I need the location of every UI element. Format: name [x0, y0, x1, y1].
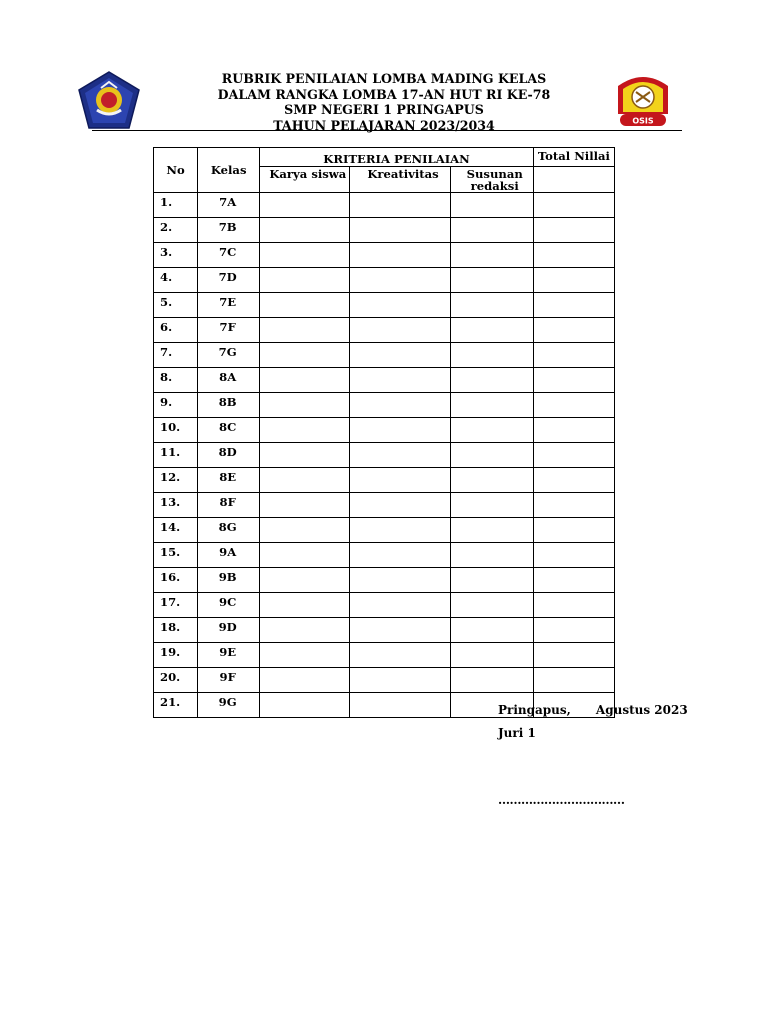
school-crest-logo: [77, 70, 141, 132]
table-row: [154, 343, 615, 368]
row-kelas: 8G: [198, 518, 260, 543]
score-karya-cell[interactable]: [260, 618, 350, 643]
row-number: 11.: [154, 443, 198, 468]
row-kelas: 8B: [198, 393, 260, 418]
score-total-cell[interactable]: [533, 643, 614, 668]
rubric-table: [153, 147, 615, 718]
row-kelas: 8D: [198, 443, 260, 468]
header-divider: [92, 130, 682, 131]
row-kelas: 8F: [198, 493, 260, 518]
row-number: 15.: [154, 543, 198, 568]
score-susunan-cell[interactable]: [450, 443, 533, 468]
score-kreativitas-cell[interactable]: [350, 468, 450, 493]
score-susunan-cell[interactable]: [450, 618, 533, 643]
score-karya-cell[interactable]: [260, 693, 350, 718]
score-total-cell[interactable]: [533, 293, 614, 318]
score-susunan-cell[interactable]: [450, 243, 533, 268]
score-karya-cell[interactable]: [260, 218, 350, 243]
table-row: [154, 668, 615, 693]
score-karya-cell[interactable]: [260, 468, 350, 493]
score-total-cell[interactable]: [533, 543, 614, 568]
score-kreativitas-cell[interactable]: [350, 493, 450, 518]
score-total-cell[interactable]: [533, 418, 614, 443]
score-kreativitas-cell[interactable]: [350, 243, 450, 268]
row-number: 17.: [154, 593, 198, 618]
row-kelas: 7C: [198, 243, 260, 268]
row-kelas: 7A: [198, 193, 260, 218]
score-susunan-cell[interactable]: [450, 268, 533, 293]
row-kelas: 9F: [198, 668, 260, 693]
score-total-cell[interactable]: [533, 593, 614, 618]
row-number: 8.: [154, 368, 198, 393]
score-kreativitas-cell[interactable]: [350, 393, 450, 418]
row-kelas: 7D: [198, 268, 260, 293]
row-kelas: 8C: [198, 418, 260, 443]
score-susunan-cell[interactable]: [450, 668, 533, 693]
osis-logo: [610, 70, 676, 132]
score-susunan-cell[interactable]: [450, 593, 533, 618]
score-kreativitas-cell[interactable]: [350, 318, 450, 343]
table-row: [154, 218, 615, 243]
column-header-kelas: Kelas: [198, 148, 260, 193]
score-karya-cell[interactable]: [260, 368, 350, 393]
school-crest-icon: [77, 70, 141, 132]
table-row: [154, 243, 615, 268]
row-kelas: 9B: [198, 568, 260, 593]
row-kelas: 9G: [198, 693, 260, 718]
score-kreativitas-cell[interactable]: [350, 218, 450, 243]
score-total-cell[interactable]: [533, 443, 614, 468]
row-number: 18.: [154, 618, 198, 643]
score-total-cell[interactable]: [533, 193, 614, 218]
score-susunan-cell[interactable]: [450, 493, 533, 518]
row-number: 21.: [154, 693, 198, 718]
header-line-1: RUBRIK PENILAIAN LOMBA MADING KELAS: [221, 71, 547, 86]
score-kreativitas-cell[interactable]: [350, 593, 450, 618]
rubric-body: [154, 193, 615, 718]
document-header: [200, 71, 568, 133]
score-susunan-cell[interactable]: [450, 318, 533, 343]
row-kelas: 9C: [198, 593, 260, 618]
score-karya-cell[interactable]: [260, 293, 350, 318]
score-karya-cell[interactable]: [260, 668, 350, 693]
score-karya-cell[interactable]: [260, 443, 350, 468]
table-row: [154, 468, 615, 493]
table-row: [154, 443, 615, 468]
table-row: [154, 518, 615, 543]
score-karya-cell[interactable]: [260, 193, 350, 218]
score-karya-cell[interactable]: [260, 518, 350, 543]
score-susunan-cell[interactable]: [450, 343, 533, 368]
row-number: 2.: [154, 218, 198, 243]
table-row: [154, 418, 615, 443]
subheader-kreativitas-cell: [350, 167, 450, 193]
score-kreativitas-cell[interactable]: [350, 293, 450, 318]
score-total-cell[interactable]: [533, 493, 614, 518]
column-header-total: Total Nillai: [533, 148, 614, 167]
score-kreativitas-cell[interactable]: [350, 693, 450, 718]
row-number: 12.: [154, 468, 198, 493]
table-row: [154, 293, 615, 318]
score-total-cell[interactable]: [533, 568, 614, 593]
row-number: 4.: [154, 268, 198, 293]
row-kelas: 9A: [198, 543, 260, 568]
score-karya-cell[interactable]: [260, 268, 350, 293]
score-kreativitas-cell[interactable]: [350, 418, 450, 443]
score-susunan-cell[interactable]: [450, 643, 533, 668]
score-total-cell[interactable]: [533, 393, 614, 418]
score-karya-cell[interactable]: [260, 568, 350, 593]
score-total-cell[interactable]: [533, 368, 614, 393]
row-kelas: 8E: [198, 468, 260, 493]
score-karya-cell[interactable]: [260, 243, 350, 268]
subheader-susunan: Susunan redaksi: [466, 167, 523, 193]
score-total-cell[interactable]: [533, 518, 614, 543]
row-number: 3.: [154, 243, 198, 268]
table-row: [154, 643, 615, 668]
score-kreativitas-cell[interactable]: [350, 268, 450, 293]
score-susunan-cell[interactable]: [450, 418, 533, 443]
score-karya-cell[interactable]: [260, 393, 350, 418]
score-total-cell[interactable]: [533, 668, 614, 693]
subheader-total-blank: [533, 167, 614, 193]
score-total-cell[interactable]: [533, 618, 614, 643]
score-total-cell[interactable]: [533, 318, 614, 343]
signature-place-date: Pringapus, Agustus 2023: [498, 703, 688, 717]
table-row: [154, 568, 615, 593]
score-susunan-cell[interactable]: [450, 193, 533, 218]
score-karya-cell[interactable]: [260, 643, 350, 668]
row-number: 19.: [154, 643, 198, 668]
subheader-karya-cell: [260, 167, 350, 193]
score-total-cell[interactable]: [533, 343, 614, 368]
score-total-cell[interactable]: [533, 243, 614, 268]
score-susunan-cell[interactable]: [450, 293, 533, 318]
score-kreativitas-cell[interactable]: [350, 343, 450, 368]
signature-role: Juri 1: [498, 726, 536, 740]
row-number: 7.: [154, 343, 198, 368]
table-row: [154, 318, 615, 343]
score-karya-cell[interactable]: [260, 318, 350, 343]
table-row: [154, 493, 615, 518]
row-number: 13.: [154, 493, 198, 518]
table-row: [154, 618, 615, 643]
subheader-kreativitas: Kreativitas: [367, 167, 439, 181]
row-kelas: 9D: [198, 618, 260, 643]
column-header-kriteria: KRITERIA PENILAIAN: [260, 148, 534, 167]
score-susunan-cell[interactable]: [450, 468, 533, 493]
row-kelas: 7G: [198, 343, 260, 368]
score-susunan-cell[interactable]: [450, 368, 533, 393]
score-kreativitas-cell[interactable]: [350, 368, 450, 393]
score-kreativitas-cell[interactable]: [350, 668, 450, 693]
header-line-2: DALAM RANGKA LOMBA 17-AN HUT RI KE-78: [217, 86, 551, 102]
score-karya-cell[interactable]: [260, 593, 350, 618]
score-total-cell[interactable]: [533, 218, 614, 243]
score-susunan-cell[interactable]: [450, 568, 533, 593]
score-total-cell[interactable]: [533, 468, 614, 493]
score-kreativitas-cell[interactable]: [350, 193, 450, 218]
row-number: 1.: [154, 193, 198, 218]
score-karya-cell[interactable]: [260, 493, 350, 518]
score-kreativitas-cell[interactable]: [350, 568, 450, 593]
row-number: 5.: [154, 293, 198, 318]
row-number: 20.: [154, 668, 198, 693]
score-karya-cell[interactable]: [260, 343, 350, 368]
row-number: 9.: [154, 393, 198, 418]
score-susunan-cell[interactable]: [450, 543, 533, 568]
row-number: 6.: [154, 318, 198, 343]
score-kreativitas-cell[interactable]: [350, 643, 450, 668]
row-kelas: 7B: [198, 218, 260, 243]
score-total-cell[interactable]: [533, 268, 614, 293]
row-number: 14.: [154, 518, 198, 543]
score-karya-cell[interactable]: [260, 418, 350, 443]
row-kelas: 7E: [198, 293, 260, 318]
subheader-karya: Karya siswa: [269, 167, 347, 181]
column-header-no: No: [154, 148, 198, 193]
table-row: [154, 193, 615, 218]
row-number: 16.: [154, 568, 198, 593]
score-kreativitas-cell[interactable]: [350, 543, 450, 568]
row-kelas: 8A: [198, 368, 260, 393]
table-row: [154, 393, 615, 418]
score-susunan-cell[interactable]: [450, 393, 533, 418]
table-row: [154, 268, 615, 293]
score-kreativitas-cell[interactable]: [350, 518, 450, 543]
score-karya-cell[interactable]: [260, 543, 350, 568]
signature-blank-line: ……………………………: [498, 793, 625, 807]
row-kelas: 7F: [198, 318, 260, 343]
score-kreativitas-cell[interactable]: [350, 618, 450, 643]
subheader-susunan-cell: [450, 167, 533, 193]
score-kreativitas-cell[interactable]: [350, 443, 450, 468]
header-line-3: SMP NEGERI 1 PRINGAPUS: [284, 102, 484, 117]
row-kelas: 9E: [198, 643, 260, 668]
table-row: [154, 593, 615, 618]
table-row: [154, 543, 615, 568]
osis-logo-text: OSIS: [632, 116, 654, 126]
score-susunan-cell[interactable]: [450, 518, 533, 543]
osis-emblem-icon: [610, 70, 676, 132]
row-number: 10.: [154, 418, 198, 443]
table-row: [154, 368, 615, 393]
score-susunan-cell[interactable]: [450, 218, 533, 243]
header-line-4: TAHUN PELAJARAN 2023/2034: [273, 117, 495, 133]
